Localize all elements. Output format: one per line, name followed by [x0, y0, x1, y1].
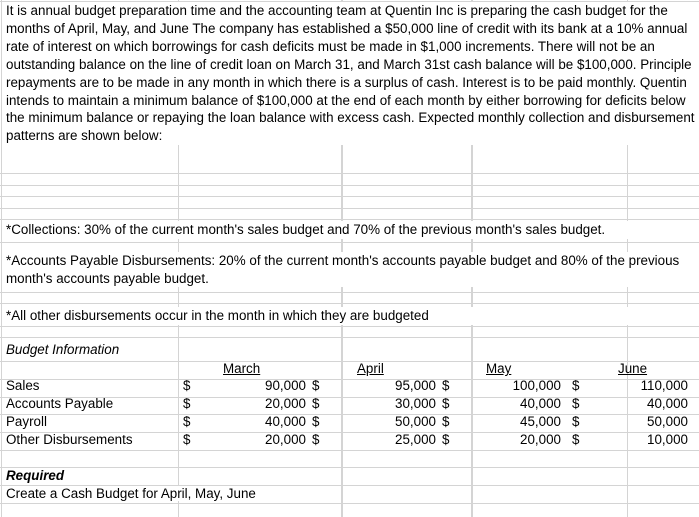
currency-sign: $ — [442, 396, 450, 411]
collections-note: *Collections: 30% of the current month's sales budget and 70% of the previous month's sales budget. — [6, 221, 696, 239]
currency-sign: $ — [572, 396, 580, 411]
cell-march: 90,000 — [265, 378, 306, 393]
other-disbursements-note: *All other disbursements occur in the month in which they are budgeted — [6, 307, 696, 325]
currency-sign: $ — [183, 414, 191, 429]
cell-may: 20,000 — [520, 432, 561, 447]
currency-sign: $ — [442, 414, 450, 429]
month-header-may: May — [486, 361, 512, 376]
row-label: Sales — [6, 378, 40, 393]
budget-title: Budget Information — [6, 342, 120, 357]
cell-march: 20,000 — [265, 432, 306, 447]
month-header-march: March — [223, 361, 261, 376]
intro-paragraph: It is annual budget preparation time and the accounting team at Quentin Inc is preparing the cash budget for the months of April, May, and June The company has established a $50,000 line of credit with its bank at a 10% annual rate of interest on which borrowings for cash deficits must be made in $1,000 increments. There will not be an outstanding balance on the line of credit loan on March 31, and March 31st cash balance will be $100,000. Principle repayments are to be made in any month in which there is a surplus of cash. Interest is to be paid monthly. Quentin intends to maintain a minimum balance of $100,000 at the end of each month by either borrowing for deficits below the minimum balance or repaying the loan balance with excess cash. Expected monthly collection and disbursement patterns are shown below: — [6, 3, 695, 144]
cell-may: 45,000 — [520, 414, 561, 429]
month-header-june: June — [618, 361, 648, 376]
currency-sign: $ — [312, 396, 320, 411]
cell-march: 40,000 — [265, 414, 306, 429]
currency-sign: $ — [183, 432, 191, 447]
row-label: Payroll — [6, 414, 47, 429]
row-label: Other Disbursements — [6, 432, 133, 447]
cell-april: 50,000 — [395, 414, 436, 429]
currency-sign: $ — [572, 414, 580, 429]
currency-sign: $ — [442, 432, 450, 447]
cell-june: 110,000 — [640, 378, 688, 393]
cell-june: 10,000 — [647, 432, 688, 447]
currency-sign: $ — [312, 414, 320, 429]
currency-sign: $ — [312, 378, 320, 393]
cell-april: 25,000 — [395, 432, 436, 447]
cell-may: 100,000 — [512, 378, 561, 393]
required-heading: Required — [6, 468, 65, 483]
cell-june: 50,000 — [647, 414, 688, 429]
currency-sign: $ — [183, 396, 191, 411]
currency-sign: $ — [312, 432, 320, 447]
cell-may: 40,000 — [520, 396, 561, 411]
cell-april: 95,000 — [395, 378, 436, 393]
currency-sign: $ — [183, 378, 191, 393]
required-task: Create a Cash Budget for April, May, June — [6, 486, 256, 501]
cell-march: 20,000 — [265, 396, 306, 411]
currency-sign: $ — [572, 432, 580, 447]
currency-sign: $ — [442, 378, 450, 393]
cell-april: 30,000 — [395, 396, 436, 411]
currency-sign: $ — [572, 378, 580, 393]
row-label: Accounts Payable — [6, 396, 114, 411]
month-header-april: April — [357, 361, 384, 376]
cell-june: 40,000 — [647, 396, 688, 411]
accounts-payable-note: *Accounts Payable Disbursements: 20% of the current month's accounts payable budget and 80% of the previous month's accounts payable budget. — [6, 252, 696, 287]
